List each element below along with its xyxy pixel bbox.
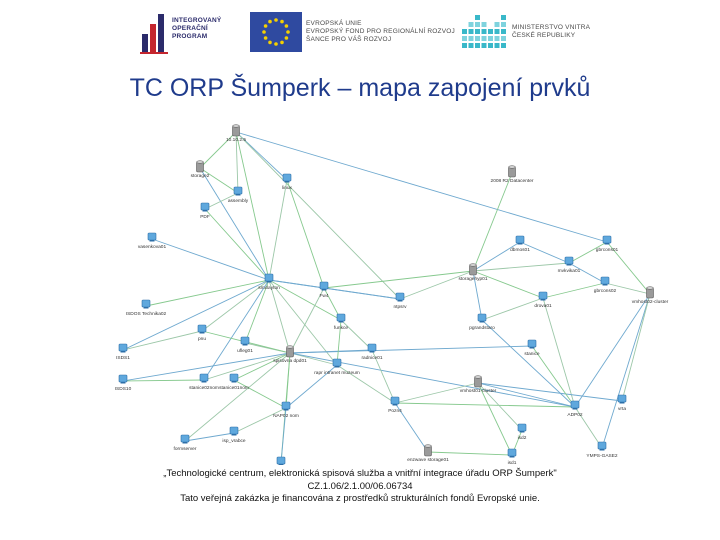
- network-node-desktop: [361, 344, 382, 361]
- network-node-label: assembly: [227, 199, 249, 204]
- network-link: [236, 132, 400, 299]
- workstation-stand-icon: [480, 321, 485, 323]
- workstation-icon: [571, 401, 579, 408]
- mv-logo-square: [495, 22, 500, 27]
- eu-star-icon: [274, 42, 278, 46]
- network-link: [290, 350, 372, 353]
- network-link: [287, 180, 324, 288]
- mv-logo-square: [475, 22, 480, 27]
- network-node-label: 2008 R2 Datacenter: [490, 179, 534, 184]
- network-link: [205, 209, 269, 280]
- workstation-icon: [396, 293, 404, 300]
- network-node-label: enzwave storage01: [407, 458, 449, 463]
- eu-star-icon: [262, 30, 266, 34]
- mv-logo-square: [462, 29, 467, 34]
- network-node-label: radnice01: [361, 356, 383, 361]
- workstation-stand-icon: [573, 408, 578, 410]
- workstation-stand-icon: [284, 409, 289, 411]
- network-node-desktop: [267, 457, 296, 465]
- network-node-desktop: [258, 274, 280, 291]
- workstation-icon: [201, 203, 209, 210]
- network-node-label: vmhost01-cluster: [459, 389, 497, 394]
- workstation-icon: [148, 233, 156, 240]
- mv-logo-square: [462, 36, 467, 41]
- network-node-desktop: [198, 325, 206, 342]
- workstation-icon: [603, 236, 611, 243]
- workstation-stand-icon: [267, 281, 272, 283]
- network-node-label: linux: [282, 186, 292, 191]
- workstation-icon: [119, 344, 127, 351]
- workstation-icon: [198, 325, 206, 332]
- network-node-desktop: [314, 359, 360, 376]
- network-node-server: [191, 161, 210, 179]
- workstation-stand-icon: [279, 464, 284, 465]
- mv-logo-square: [475, 36, 480, 41]
- network-node-label: rapr intranet muzeum: [314, 371, 360, 376]
- network-link: [473, 242, 520, 271]
- mv-logo-square: [488, 29, 493, 34]
- mv-logo-square: [501, 15, 506, 20]
- mv-logo-square: [462, 43, 467, 48]
- network-node-label: 10.10.2.5: [225, 138, 247, 143]
- network-link: [236, 132, 269, 280]
- workstation-icon: [478, 314, 486, 321]
- workstation-icon: [565, 257, 573, 264]
- network-node-label: storagehyp01: [458, 277, 488, 282]
- workstation-icon: [516, 236, 524, 243]
- workstation-stand-icon: [393, 404, 398, 406]
- network-node-desktop: [510, 236, 530, 253]
- mv-logo-mark: [460, 8, 510, 56]
- network-node-label: ADP02: [567, 413, 583, 418]
- workstation-stand-icon: [567, 264, 572, 266]
- mv-logo-square: [488, 43, 493, 48]
- network-node-desktop: [115, 375, 132, 392]
- eu-logo: [248, 8, 453, 56]
- network-node-desktop: [116, 344, 130, 361]
- workstation-icon: [234, 187, 242, 194]
- workstation-stand-icon: [150, 240, 155, 242]
- network-node-label: stanice: [524, 352, 540, 357]
- workstation-icon: [601, 277, 609, 284]
- network-link: [473, 271, 543, 298]
- workstation-icon: [518, 424, 526, 431]
- workstation-icon: [142, 300, 150, 307]
- eu-star-icon: [285, 24, 289, 28]
- workstation-stand-icon: [370, 351, 375, 353]
- network-node-label: ISDS10: [114, 387, 132, 392]
- network-node-label: gbrcons01: [595, 248, 619, 253]
- network-link: [200, 168, 269, 280]
- network-link: [234, 380, 286, 408]
- network-link: [123, 331, 202, 350]
- eu-star-icon: [285, 36, 289, 40]
- workstation-stand-icon: [339, 321, 344, 323]
- eu-star-icon: [264, 24, 268, 28]
- network-map: [0, 120, 720, 465]
- mv-logo-square: [469, 36, 474, 41]
- page-title: TC ORP Šumperk – mapa zapojení prvků: [129, 74, 591, 102]
- workstation-icon: [277, 457, 285, 464]
- network-node-label: gbrcons02: [593, 289, 617, 294]
- workstation-stand-icon: [183, 442, 188, 444]
- workstation-stand-icon: [620, 402, 625, 404]
- network-node-label: isd2: [517, 436, 527, 441]
- workstation-icon: [539, 292, 547, 299]
- mv-logo-square: [469, 29, 474, 34]
- network-node-label: storage2: [190, 174, 210, 179]
- network-node-desktop: [596, 236, 619, 253]
- workstation-stand-icon: [236, 194, 241, 196]
- workstation-icon: [508, 449, 516, 456]
- mv-logo-square: [501, 43, 506, 48]
- workstation-stand-icon: [232, 434, 237, 436]
- eu-flag: [248, 8, 303, 56]
- network-node-desktop: [273, 402, 299, 419]
- eu-logo-text: EVROPSKÁ UNIE EVROPSKÝ FOND PRO REGIONÁLNÍ ROZVOJ ŠANCE PRO VÁŠ ROZVOJ: [306, 20, 455, 43]
- network-node-label: isd1: [507, 461, 517, 465]
- mv-logo-square: [475, 43, 480, 48]
- network-node-label: ISDS1: [116, 356, 130, 361]
- server-top-icon: [470, 264, 477, 267]
- server-top-icon: [647, 287, 654, 290]
- network-node-label: dbmos01: [510, 248, 530, 253]
- mv-logo-square: [475, 29, 480, 34]
- eu-star-icon: [286, 30, 290, 34]
- workstation-icon: [320, 282, 328, 289]
- workstation-icon: [333, 359, 341, 366]
- network-link: [341, 320, 372, 350]
- network-node-label: spisovna dpd01: [273, 359, 307, 364]
- network-node-desktop: [618, 395, 626, 412]
- network-node-label: stanice01nom: [219, 386, 249, 391]
- eu-star-icon: [280, 41, 284, 45]
- mv-logo-square: [501, 22, 506, 27]
- network-node-label: pgrandstaro: [469, 326, 495, 331]
- network-node-label: Pozn4: [388, 409, 402, 414]
- workstation-stand-icon: [203, 210, 208, 212]
- network-node-desktop: [219, 374, 249, 391]
- mv-logo-square: [475, 15, 480, 20]
- network-link: [428, 452, 512, 455]
- network-node-server: [491, 166, 534, 184]
- workstation-icon: [391, 397, 399, 404]
- workstation-icon: [337, 314, 345, 321]
- network-node-label: ISDOS Technika02: [125, 312, 167, 317]
- mv-logo-square: [482, 43, 487, 48]
- workstation-stand-icon: [121, 382, 126, 384]
- network-link: [269, 180, 287, 280]
- network-node-label: ntpsrv: [393, 305, 407, 310]
- network-link: [602, 294, 650, 448]
- mv-logo: [460, 8, 600, 56]
- network-link: [395, 403, 575, 407]
- network-node-label: ufleg01: [237, 349, 253, 354]
- server-top-icon: [287, 346, 294, 349]
- iop-logo: [140, 8, 240, 56]
- workstation-stand-icon: [144, 307, 149, 309]
- mv-logo-square: [495, 29, 500, 34]
- network-node-desktop: [567, 401, 583, 418]
- workstation-stand-icon: [510, 456, 515, 458]
- workstation-stand-icon: [200, 332, 205, 334]
- network-node-label: formserver: [173, 447, 197, 452]
- network-node-desktop: [524, 340, 540, 357]
- network-link: [204, 280, 269, 380]
- network-link: [200, 168, 238, 193]
- network-node-label: smxlayton: [258, 286, 280, 291]
- network-node-label: stanice02nom: [189, 386, 219, 391]
- network-node-desktop: [282, 174, 292, 191]
- eu-star-icon: [264, 36, 268, 40]
- workstation-icon: [119, 375, 127, 382]
- network-link: [622, 294, 650, 401]
- eu-star-icon: [268, 41, 272, 45]
- network-node-desktop: [518, 424, 527, 441]
- network-node-label: mvkvika01: [557, 269, 581, 274]
- network-node-desktop: [138, 233, 167, 250]
- workstation-icon: [230, 427, 238, 434]
- workstation-icon: [282, 402, 290, 409]
- network-link: [234, 408, 286, 433]
- workstation-icon: [265, 274, 273, 281]
- workstation-stand-icon: [232, 381, 237, 383]
- workstation-icon: [283, 174, 291, 181]
- workstation-stand-icon: [520, 431, 525, 433]
- network-node-desktop: [319, 282, 328, 299]
- mv-logo-square: [482, 22, 487, 27]
- server-top-icon: [425, 445, 432, 448]
- mv-logo-square: [488, 36, 493, 41]
- network-node-server: [458, 264, 487, 282]
- network-node-desktop: [228, 187, 249, 204]
- workstation-stand-icon: [603, 284, 608, 286]
- server-top-icon: [475, 376, 482, 379]
- network-node-label: funkce: [333, 326, 349, 331]
- network-link: [482, 298, 543, 320]
- network-link: [204, 353, 290, 380]
- network-node-label: vmhost02-cluster: [631, 300, 669, 305]
- eu-star-icon: [268, 20, 272, 24]
- workstation-stand-icon: [600, 449, 605, 451]
- network-node-label: vrta: [618, 407, 626, 412]
- network-node-desktop: [174, 435, 197, 452]
- workstation-stand-icon: [541, 299, 546, 301]
- network-node-desktop: [237, 337, 253, 354]
- network-node-desktop: [200, 203, 210, 220]
- network-node-desktop: [222, 427, 246, 444]
- logo-bar: [0, 8, 720, 56]
- network-node-label: NAP02 nom: [273, 414, 299, 419]
- mv-logo-square: [469, 22, 474, 27]
- workstation-stand-icon: [243, 344, 248, 346]
- server-top-icon: [509, 166, 516, 169]
- network-link: [146, 280, 269, 306]
- iop-logo-text: INTEGROVANÝ OPERAČNÍ PROGRAM: [172, 17, 222, 40]
- network-node-label: isp_vrabce: [222, 439, 246, 444]
- network-link: [478, 383, 622, 401]
- network-node-label: vasenkova01: [137, 245, 167, 250]
- mv-logo-square: [495, 43, 500, 48]
- workstation-stand-icon: [335, 366, 340, 368]
- mv-logo-square: [501, 36, 506, 41]
- network-link: [324, 288, 400, 299]
- network-node-label: pnu: [197, 337, 207, 342]
- workstation-icon: [618, 395, 626, 402]
- mv-logo-square: [482, 36, 487, 41]
- network-node-label: PDF: [200, 215, 210, 220]
- mv-logo-square: [501, 29, 506, 34]
- workstation-icon: [241, 337, 249, 344]
- mv-logo-square: [482, 29, 487, 34]
- network-node-desktop: [508, 449, 517, 465]
- server-top-icon: [197, 161, 204, 164]
- network-node-desktop: [393, 293, 407, 310]
- workstation-icon: [368, 344, 376, 351]
- workstation-stand-icon: [121, 351, 126, 353]
- workstation-icon: [598, 442, 606, 449]
- workstation-stand-icon: [285, 181, 290, 183]
- network-node-desktop: [334, 314, 348, 331]
- footer: [0, 468, 720, 506]
- network-node-desktop: [586, 442, 618, 459]
- network-link: [473, 263, 569, 271]
- footer-funding-note: Tato veřejná zakázka je financována z prostředků strukturálních fondů Evropské unie.: [180, 493, 540, 504]
- network-link: [152, 239, 269, 280]
- network-node-desktop: [594, 277, 617, 294]
- server-top-icon: [233, 125, 240, 128]
- network-link: [575, 294, 650, 407]
- eu-star-icon: [274, 18, 278, 22]
- network-link: [473, 173, 512, 271]
- mv-logo-text: MINISTERSTVO VNITRA ČESKÉ REPUBLIKY: [512, 24, 591, 39]
- footer-project-name: „Technologické centrum, elektronická spisová služba a vnitřní integrace úřadu ORP Šumperk": [163, 468, 557, 479]
- workstation-stand-icon: [398, 300, 403, 302]
- footer-project-code: CZ.1.06/2.1.00/06.06734: [307, 480, 413, 492]
- network-link: [543, 298, 575, 407]
- network-node-server: [632, 287, 669, 305]
- workstation-icon: [230, 374, 238, 381]
- workstation-stand-icon: [322, 289, 327, 291]
- network-node-label: Fw4: [319, 294, 329, 299]
- network-node-server: [407, 445, 449, 463]
- workstation-stand-icon: [518, 243, 523, 245]
- eu-star-icon: [280, 20, 284, 24]
- network-node-label: drova01: [534, 304, 552, 309]
- workstation-icon: [181, 435, 189, 442]
- workstation-stand-icon: [202, 381, 207, 383]
- mv-logo-square: [469, 43, 474, 48]
- network-node-label: YMPS-GASE2: [586, 454, 618, 459]
- mv-logo-square: [495, 36, 500, 41]
- workstation-icon: [528, 340, 536, 347]
- network-link: [123, 380, 204, 381]
- workstation-stand-icon: [605, 243, 610, 245]
- workstation-icon: [200, 374, 208, 381]
- workstation-stand-icon: [530, 347, 535, 349]
